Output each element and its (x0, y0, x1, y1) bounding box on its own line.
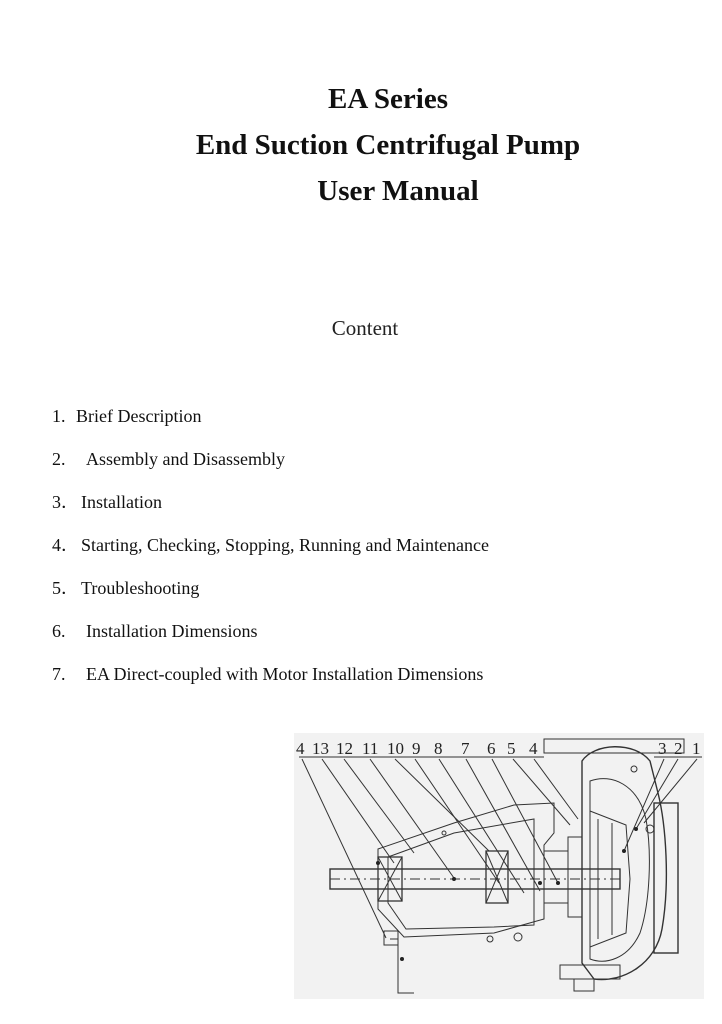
toc-number: 7. (52, 664, 66, 684)
title-manual: User Manual (317, 175, 479, 207)
title-product: End Suction Centrifugal Pump (195, 129, 581, 161)
toc-text: Installation Dimensions (86, 621, 258, 641)
callout-label-1: 1 (692, 739, 701, 758)
toc-text: Installation (81, 492, 162, 512)
toc-item (52, 617, 692, 660)
drawing-callouts (296, 739, 701, 758)
toc-number: 3． (52, 492, 79, 512)
callout-label-13: 13 (312, 739, 329, 758)
callout-label-4: 4 (296, 739, 305, 758)
callout-label-10: 10 (387, 739, 404, 758)
toc-number: 6. (52, 621, 66, 641)
callout-label-3: 3 (658, 739, 667, 758)
callout-label-4: 4 (529, 739, 538, 758)
toc-item (52, 574, 692, 617)
toc-text: Brief Description (76, 406, 202, 426)
toc-number: 1. (52, 406, 66, 426)
toc-item (52, 531, 692, 574)
callout-label-6: 6 (487, 739, 496, 758)
toc-item (52, 488, 692, 531)
toc-text: Assembly and Disassembly (86, 449, 285, 469)
callout-label-5: 5 (507, 739, 516, 758)
toc-item (52, 660, 692, 703)
pump-cross-section-drawing (294, 733, 704, 999)
pump-drawing-svg (294, 733, 704, 999)
callout-label-12: 12 (336, 739, 353, 758)
toc-text: Starting, Checking, Stopping, Running and Maintenance (81, 535, 489, 555)
title-series: EA Series (327, 83, 449, 115)
callout-label-9: 9 (412, 739, 421, 758)
toc-item (52, 445, 692, 488)
callout-label-8: 8 (434, 739, 443, 758)
toc-item (52, 402, 692, 445)
toc-text: Troubleshooting (81, 578, 200, 598)
callout-label-11: 11 (362, 739, 379, 758)
callout-label-7: 7 (461, 739, 470, 758)
toc-number: 4． (52, 535, 79, 555)
title-block (0, 76, 722, 214)
toc-text: EA Direct-coupled with Motor Installation Dimensions (86, 664, 484, 684)
table-of-contents (52, 402, 692, 703)
callout-label-2: 2 (674, 739, 683, 758)
content-heading: Content (331, 316, 399, 340)
toc-number: 5． (52, 578, 79, 598)
toc-number: 2. (52, 449, 66, 469)
